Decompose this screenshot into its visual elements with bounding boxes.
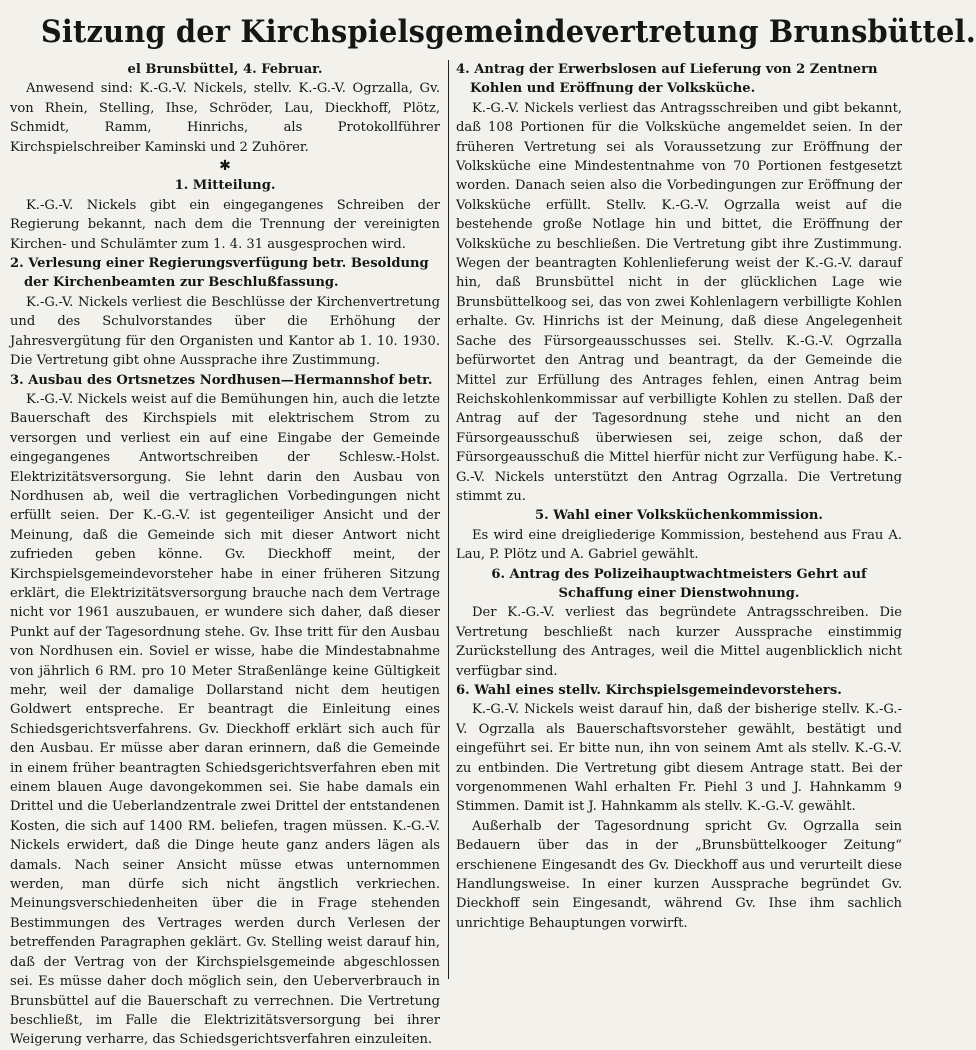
section-1-paragraph: K.-G.-V. Nickels gibt ein eingegangenes Schreiben der Regierung bekannt, nach dem die Trennung der vereinigten Kirchen- und Schulämter zum 1. 4. 31 ausgesprochen wird.: [10, 197, 440, 252]
dateline: el Brunsbüttel, 4. Februar.: [127, 62, 323, 77]
separator-star: ✱: [219, 158, 231, 175]
section-6a-paragraph: Der K.-G.-V. verliest das begründete Antragsschreiben. Die Vertretung beschließt nach kurzer Aussprache einstimmig Zurückstellung des Antrages, weil die Mittel augenblicklich nicht verfügbar sind.: [456, 605, 902, 679]
section-6b-paragraph: K.-G.-V. Nickels weist darauf hin, daß der bisherige stellv. K.-G.-V. Ogrzalla als Bauerschaftsvorsteher gewählt, bestätigt und eingeführt sei. Er bitte nun, ihn von seinem Amt als stellv. K.-G.-V. zu entbinden. Die Vertretung gibt diesem Antrage statt. Bei der vorgenommenen Wahl erhalten Fr. Piehl 3 und J. Hahnkamm 9 Stimmen. Damit ist J. Hahnkamm als stellv. K.-G.-V. gewählt.: [456, 702, 902, 815]
left-column: [10, 60, 440, 1048]
column-rule: [448, 60, 449, 979]
attendance-paragraph: Anwesend sind: K.-G.-V. Nickels, stellv. K.-G.-V. Ogrzalla, Gv. von Rhein, Stelling, Ihse, Schröder, Lau, Dieckhoff, Plötz, Schmidt, Ramm, Hinrichs, als Protokollführer Kirchspielschreiber Kaminski und 2 Zuhörer.: [10, 81, 440, 155]
closing-paragraph: Außerhalb der Tagesordnung spricht Gv. Ogrzalla sein Bedauern über das in der „Brunsbüttelkooger Zeitung“ erschienene Eingesandt des Gv. Dieckhoff aus und verurteilt diese Handlungsweise. In einer kurzen Aussprache begründet Gv. Dieckhoff sein Eingesandt, während Gv. Ihse ihm sachlich unrichtige Behauptungen vorwirft.: [456, 818, 902, 931]
headline: Sitzung der Kirchspielsgemeindevertretung Brunsbüttel.: [40, 14, 976, 50]
section-5-heading: 5. Wahl einer Volksküchenkommission.: [534, 508, 823, 524]
section-2-paragraph: K.-G.-V. Nickels verliest die Beschlüsse der Kirchenvertretung und des Schulvorstandes über die Erhöhung der Jahresvergütung für den Organisten und Kantor ab 1. 10. 1930. Die Vertretung gibt ohne Aussprache ihre Zustimmung.: [10, 294, 440, 369]
section-3-paragraph: K.-G.-V. Nickels weist auf die Bemühungen hin, auch die letzte Bauerschaft des Kirchspiels mit elektrischem Strom zu versorgen und verliest ein auf eine Eingabe der Gemeinde eingegangenes Antwortschreiben der Schlesw.-Holst. Elektrizitätsversorgung. Sie lehnt darin den Ausbau von Nordhusen ab, weil die vertraglichen Vorbedingungen nicht erfüllt seien. Der K.-G.-V. ist gegenteiliger Ansicht und der Meinung, daß die Gemeinde sich mit dieser Antwort nicht zufrieden geben könne. Gv. Dieckhoff meint, der Kirchspielsgemeindevorsteher habe in einer früheren Sitzung erklärt, die Elektrizitätsversorgung brauche nach dem Vertrage nicht vor 1961 auszubauen, er wundere sich daher, daß dieser Punkt auf der Tagesordnung stehe. Gv. Ihse tritt für den Ausbau von Nordhusen ein. Soviel er wisse, habe die Mindestabnahme von jährlich 6 RM. pro 10 Meter Straßenlänge keine Gültigkeit mehr, weil der damalige Dollarstand nicht dem heutigen Goldwert entspreche. Er beantragt die Einleitung eines Schiedsgerichtsverfahrens. Gv. Dieckhoff erklärt sich auch für den Ausbau. Er müsse aber daran erinnern, daß die Gemeinde in einem früher beantragten Schiedsgerichtsverfahren eben mit einem blauen Auge davongekommen sei. Sie habe damals ein Drittel und die Ueberlandzentrale zwei Drittel der entstandenen Kosten, die sich auf 1400 RM. beliefen, tragen müssen. K.-G.-V. Nickels erwidert, daß die Dinge heute ganz anders lägen als damals. Nach seiner Ansicht müsse etwas unternommen werden, man dürfe sich nicht ängstlich verkriechen. Meinungsverschiedenheiten über die in Frage stehenden Bestimmungen des Vertrages werden durch Verlesen der betreffenden Paragraphen geklärt. Gv. Stelling weist darauf hin, daß der Vertrag von der Kirchspielsgemeinde abgeschlossen sei. Es müsse daher doch möglich sein, den Ueberverbrauch in Brunsbüttel auf die Bauerschaft zu verrechnen. Die Vertretung beschließt, im Falle die Elektrizitätsversorgung bei ihrer Weigerung verharre, das Schiedsgerichtsverfahren einzuleiten.: [10, 391, 440, 1048]
section-1-heading: 1. Mitteilung.: [174, 178, 276, 194]
section-4-heading: 4. Antrag der Erwerbslosen auf Lieferung von 2 Zentnern Kohlen und Eröffnung der Volksküche.: [456, 62, 878, 97]
section-6a-heading: 6. Antrag des Polizeihauptwachtmeisters Gehrt auf Schaffung einer Dienstwohnung.: [491, 566, 867, 601]
section-3-heading: 3. Ausbau des Ortsnetzes Nordhusen—Hermannshof betr.: [10, 372, 433, 388]
article-columns: [10, 60, 902, 1048]
section-6b-heading: 6. Wahl eines stellv. Kirchspielsgemeindevorstehers.: [456, 683, 842, 698]
section-2-heading: 2. Verlesung einer Regierungsverfügung betr. Besoldung der Kirchenbeamten zur Beschlußfassung.: [10, 256, 429, 291]
right-column: [456, 60, 902, 979]
section-4-paragraph: K.-G.-V. Nickels verliest das Antragsschreiben und gibt bekannt, daß 108 Portionen für die Volksküche angemeldet seien. In der früheren Vertretung sei als Voraussetzung zur Eröffnung der Volksküche eine Mindestentnahme von 70 Portionen festgesetzt worden. Danach seien also die Vorbedingungen zur Eröffnung der Volksküche erfüllt. Stellv. K.-G.-V. Ogrzalla weist auf die bestehende große Notlage hin und bittet, die Eröffnung der Volksküche zu beschließen. Die Vertretung gibt ihre Zustimmung. Wegen der beantragten Kohlenlieferung weist der K.-G.-V. darauf hin, daß Brunsbüttel nicht in der glücklichen Lage wie Brunsbüttelkoog sei, das von zwei Kohlenlagern verbilligte Kohlen erhalte. Gv. Hinrichs ist der Meinung, daß diese Angelegenheit Sache des Fürsorgeausschusses sei. Stellv. K.-G.-V. Ogrzalla befürwortet den Antrag und beantragt, da der Gemeinde die Mittel zur Erfüllung des Antrages fehlen, einen Antrag beim Reichskohlenkommissar auf verbilligte Kohlen zu stellen. Daß der Antrag auf der Tagesordnung stehe und nicht an den Fürsorgeausschuß überwiesen sei, zeige schon, daß der Fürsorgeausschuß die Mittel hierfür nicht zur Verfügung habe. K.-G.-V. Nickels unterstützt den Antrag Ogrzalla. Die Vertretung stimmt zu.: [456, 100, 902, 504]
section-5-paragraph: Es wird eine dreigliederige Kommission, bestehend aus Frau A. Lau, P. Plötz und A. Gabriel gewählt.: [456, 527, 902, 563]
